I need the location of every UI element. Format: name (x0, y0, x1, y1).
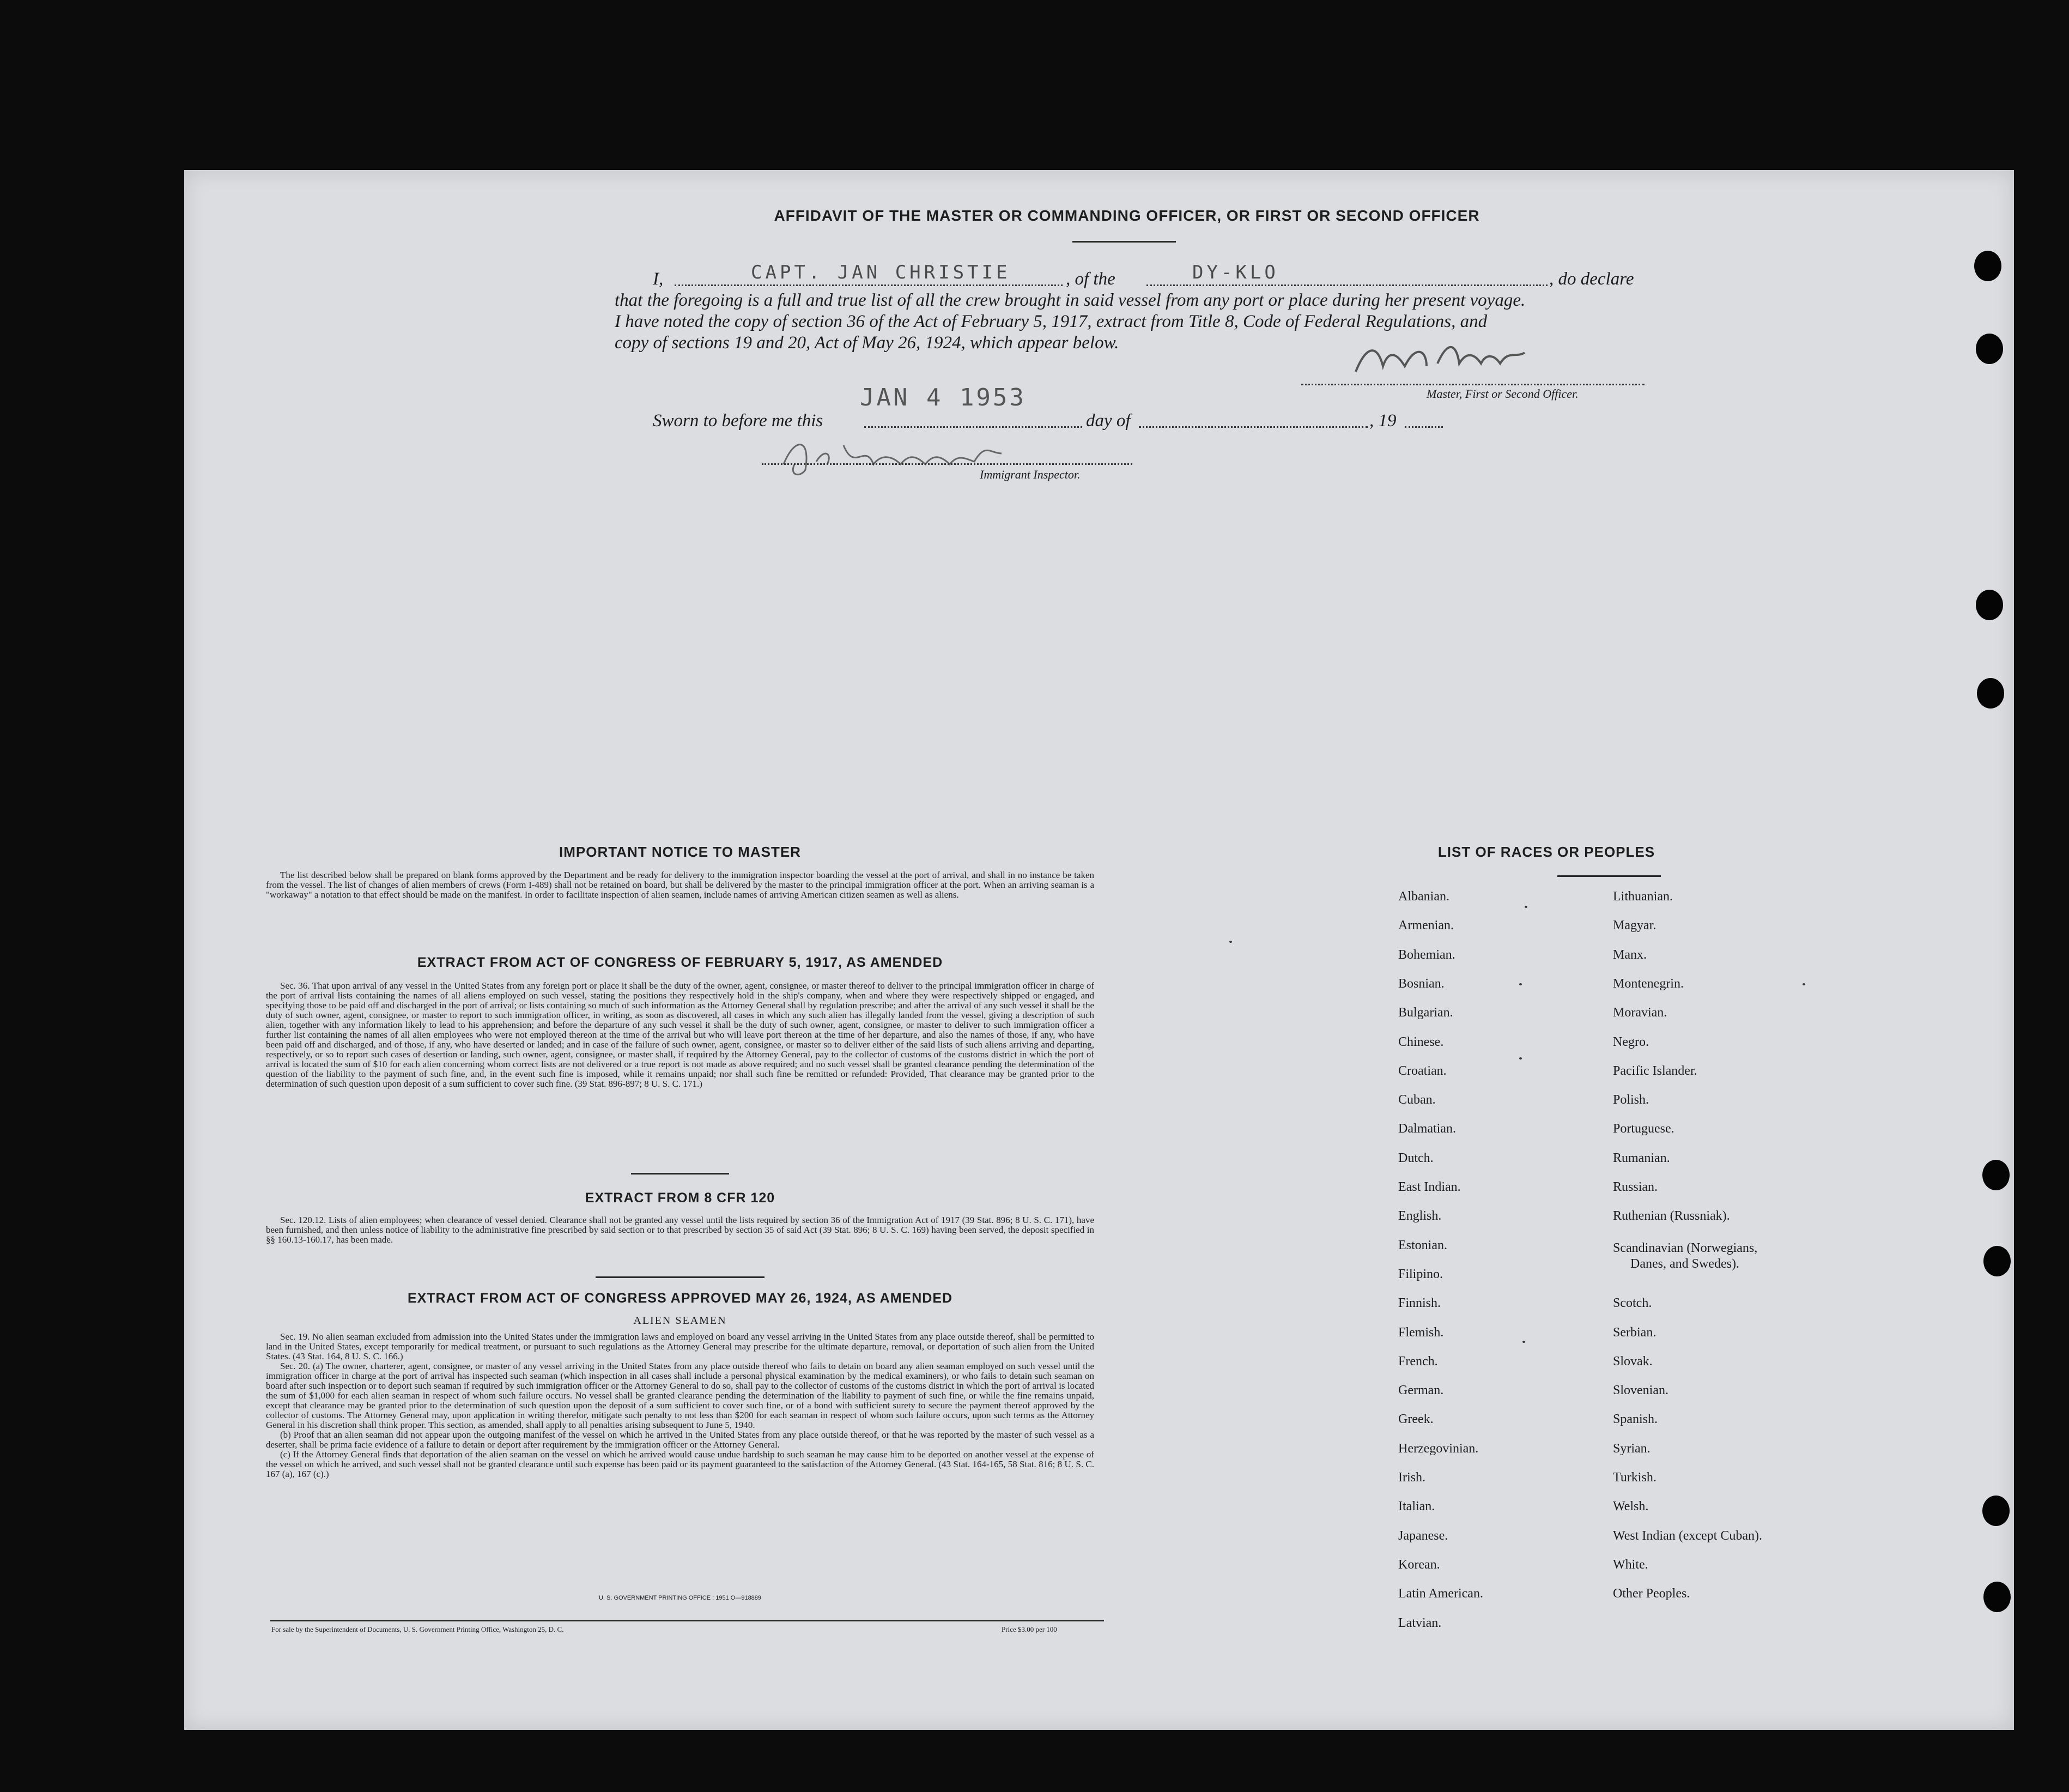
race-item: Spanish. (1613, 1412, 1658, 1427)
year-label: , 19 (1369, 411, 1397, 431)
extract-1917-text (266, 981, 1094, 1089)
divider-2 (596, 1276, 765, 1278)
race-item: Bosnian. (1398, 976, 1445, 991)
ink-speck (1522, 1341, 1525, 1343)
race-item: Polish. (1613, 1093, 1649, 1107)
race-item: Manx. (1613, 947, 1647, 962)
extract-cfr-paragraph: Sec. 120.12. Lists of alien employees; when clearance of vessel denied. Clearance shall not be granted any vessel until the lists required by section 36 of the Immigration Act of 1917 (39 Stat. 896; 8 U. S. C. 171), have been furnished, and then unless notice of liability to the administrative fine prescribed by said section or to that prescribed by section 35 of said Act (39 Stat. 896; 8 U. S. C. 169) having been served, the deposit specified in §§ 160.13-160.17, has been made. (266, 1215, 1094, 1245)
month-line (1139, 426, 1368, 428)
sworn-day-line (864, 426, 1082, 428)
race-item: Irish. (1398, 1470, 1425, 1485)
race-item: Bohemian. (1398, 947, 1455, 962)
affidavit-line-4: copy of sections 19 and 20, Act of May 26, 1924, which appear below. (615, 333, 1119, 353)
race-item: Montenegrin. (1613, 976, 1684, 991)
race-item: French. (1398, 1354, 1438, 1369)
race-item: Finnish. (1398, 1296, 1441, 1311)
race-item: Lithuanian. (1613, 889, 1673, 904)
race-item: Welsh. (1613, 1499, 1649, 1514)
affidavit-line-2: that the foregoing is a full and true list of all the crew brought in said vessel from any port or place during her present voyage. (615, 290, 1526, 310)
race-item: Italian. (1398, 1499, 1435, 1514)
binder-hole (1983, 1246, 2011, 1276)
race-item: Ruthenian (Russniak). (1613, 1209, 1730, 1224)
race-item: Scotch. (1613, 1296, 1652, 1311)
i-label: I, (653, 269, 664, 289)
day-of-label: day of (1086, 411, 1131, 431)
extract-1924-text (266, 1332, 1094, 1479)
price-notice: Price $3.00 per 100 (1002, 1625, 1057, 1633)
affidavit-title-rule (1072, 241, 1176, 243)
form-page (184, 170, 2014, 1730)
race-item: Latvian. (1398, 1615, 1442, 1630)
binder-hole (1977, 678, 2004, 709)
race-item: Dalmatian. (1398, 1122, 1456, 1136)
race-item: Herzegovinian. (1398, 1441, 1479, 1456)
race-item: Slovenian. (1613, 1383, 1668, 1398)
master-signature-caption: Master, First or Second Officer. (1427, 387, 1579, 401)
race-item: Bulgarian. (1398, 1006, 1453, 1020)
sale-notice: For sale by the Superintendent of Documents, U. S. Government Printing Office, Washington 25, D. C. (271, 1625, 564, 1633)
race-item: Armenian. (1398, 918, 1454, 933)
ink-speck (1519, 1057, 1522, 1060)
binder-hole (1982, 1160, 2010, 1190)
race-item: Slovak. (1613, 1354, 1653, 1369)
divider-1 (631, 1173, 729, 1175)
extract-cfr-title: EXTRACT FROM 8 CFR 120 (585, 1190, 775, 1206)
inspector-caption: Immigrant Inspector. (980, 468, 1081, 481)
extract-1924-subtitle: ALIEN SEAMEN (633, 1315, 727, 1327)
sec-19-paragraph: Sec. 19. No alien seaman excluded from admission into the United States under the immigration laws and employed on board any vessel arriving in the United States from any place outside thereof, shall be permitted to land in the United States, except temporarily for medical treatment, or pursuant to such regulations as the Attorney General may prescribe for the ultimate departure, removal, or deportation of such alien from the United States. (43 Stat. 164, 8 U. S. C. 166.) (266, 1331, 1094, 1361)
master-name-field[interactable]: CAPT. JAN CHRISTIE (751, 262, 1011, 283)
binder-hole (1974, 251, 2001, 281)
binder-hole (1976, 334, 2003, 364)
race-item: Moravian. (1613, 1006, 1667, 1020)
printing-office-line: U. S. GOVERNMENT PRINTING OFFICE : 1951 O—918889 (598, 1595, 762, 1601)
race-item: Portuguese. (1613, 1122, 1674, 1136)
race-item: Russian. (1613, 1180, 1658, 1194)
inspector-signature-line (762, 463, 1132, 465)
footer-rule (270, 1620, 1104, 1621)
race-item: East Indian. (1398, 1180, 1461, 1194)
race-item: Flemish. (1398, 1325, 1444, 1340)
race-item: German. (1398, 1383, 1444, 1398)
race-item: Estonian. (1398, 1238, 1447, 1252)
ink-speck (1519, 983, 1522, 985)
date-stamp: JAN 4 1953 (860, 384, 1026, 411)
master-name-line (675, 284, 1063, 286)
race-item: English. (1398, 1209, 1442, 1224)
race-item: Chinese. (1398, 1034, 1444, 1049)
ink-speck (1525, 906, 1527, 908)
race-item: Danes, and Swedes). (1630, 1257, 1739, 1272)
race-item: Turkish. (1613, 1470, 1657, 1485)
races-title: LIST OF RACES OR PEOPLES (1437, 844, 1655, 860)
binder-hole (1976, 590, 2003, 620)
race-item: Rumanian. (1613, 1151, 1670, 1165)
race-item: Korean. (1398, 1557, 1440, 1572)
extract-1917-title: EXTRACT FROM ACT OF CONGRESS OF FEBRUARY 5, 1917, AS AMENDED (417, 955, 943, 970)
race-item: White. (1613, 1557, 1648, 1572)
race-item: Greek. (1398, 1412, 1434, 1427)
do-declare-label: , do declare (1549, 269, 1634, 289)
race-item: Albanian. (1398, 889, 1449, 904)
inspector-signature (773, 432, 1012, 481)
race-item: Serbian. (1613, 1325, 1657, 1340)
race-item: Other Peoples. (1613, 1587, 1690, 1601)
sec-20b-paragraph: (b) Proof that an alien seaman did not appear upon the outgoing manifest of the vessel on which he arrived in the United States from any place outside thereof, or that he was reported by the master of such vessel as a deserter, shall be prima facie evidence of a failure to detain or deport after requirement by the immigration officer or the Attorney General. (266, 1430, 1094, 1450)
extract-1924-title: EXTRACT FROM ACT OF CONGRESS APPROVED MAY 26, 1924, AS AMENDED (407, 1291, 953, 1306)
affidavit-title: AFFIDAVIT OF THE MASTER OR COMMANDING OFFICER, OR FIRST OR SECOND OFFICER (774, 207, 1480, 224)
race-item: Pacific Islander. (1613, 1063, 1697, 1078)
sworn-label: Sworn to before me this (653, 411, 823, 431)
race-item: Croatian. (1398, 1063, 1447, 1078)
race-item: Japanese. (1398, 1528, 1448, 1543)
race-item: Magyar. (1613, 918, 1657, 933)
race-item: West Indian (except Cuban). (1613, 1528, 1762, 1543)
vessel-name-line (1146, 284, 1548, 286)
extract-cfr-text (266, 1215, 1094, 1245)
notice-paragraph: The list described below shall be prepared on blank forms approved by the Department and be ready for delivery to the immigration inspector boarding the vessel at the port of arrival, and shall in no instance be taken from the vessel. The list of changes of alien members of crews (Form I-489) shall not be retained on board, but shall be delivered by the master to the principal immigration officer at the port. When an arriving seaman is a "workaway" a notation to that effect should be made on the manifest. In order to facilitate inspection of alien seamen, include names of arriving American citizen seamen as well as aliens. (266, 870, 1094, 900)
race-item: Scandinavian (Norwegians, (1613, 1240, 1758, 1255)
sec-20c-paragraph: (c) If the Attorney General finds that deportation of the alien seaman on the vessel on which he arrived would cause undue hardship to such seaman he may cause him to be deported on another vessel at the expense of the vessel on which he arrived, and such vessel shall not be granted clearance until such expense has been paid or its payment guaranteed to the satisfaction of the Attorney General. (43 Stat. 164-165, 58 Stat. 816; 8 U. S. C. 167 (a), 167 (c).) (266, 1449, 1094, 1479)
race-item: Dutch. (1398, 1151, 1434, 1165)
extract-1917-paragraph: Sec. 36. That upon arrival of any vessel in the United States from any foreign port or place it shall be the duty of the owner, agent, consignee, or master thereof to deliver to the principal immigration officer in charge of the port of arrival lists containing the names of all aliens employed on such vessel, stating the positions they respectively hold in the ship's company, when and where they were respectively shipped or engaged, and specifying those to be paid off and discharged in the port of arrival; or lists containing so much of such information as the Attorney General shall by regulation prescribe; and after the arrival of any such vessel it shall be the duty of such owner, agent, consignee, or master to report to such immigration officer, in writing, as soon as discovered, all cases in which any such alien has illegally landed from the vessel, giving a description of such alien, together with any information likely to lead to his apprehension; and before the departure of any such vessel it shall be the duty of such owner, agent, consignee, or master to deliver to such immigration officer a further list containing the names of all alien employees who were not employed thereon at the time of the arrival but who will leave port thereon at the time of her departure, and also the names of those, if any, who have been paid off and discharged, and of those, if any, who have deserted or landed; and in case of the failure of such owner, agent, consignee, or master so to deliver either of the said lists of such aliens arriving and departing, respectively, or so to report such cases of desertion or landing, such owner, agent, consignee, or master shall, if required by the Attorney General, pay to the collector of customs of the customs district in which the port of arrival is located the sum of $10 for each alien concerning whom correct lists are not delivered or a true report is not made as above required; and no such vessel shall be granted clearance pending the determination of the question of the liability to the payment of such fine, and, in the event such fine is imposed, while it remains unpaid; nor shall such fine be remitted or refunded: Provided, That clearance may be granted prior to the determination of such question upon deposit of a sum sufficient to cover such fine. (39 Stat. 896-897; 8 U. S. C. 171.) (266, 980, 1094, 1089)
race-item: Filipino. (1398, 1267, 1443, 1281)
ink-speck (1803, 983, 1805, 985)
race-item: Negro. (1613, 1034, 1649, 1049)
notice-title: IMPORTANT NOTICE TO MASTER (559, 844, 801, 860)
vessel-name-field[interactable]: DY-KLO (1192, 262, 1279, 283)
affidavit-line-3: I have noted the copy of section 36 of the Act of February 5, 1917, extract from Title 8, Code of Federal Regulations, and (615, 312, 1488, 331)
of-the-label: , of the (1066, 269, 1115, 289)
race-item: Syrian. (1613, 1441, 1651, 1456)
race-item: Cuban. (1398, 1093, 1436, 1107)
binder-hole (1983, 1582, 2011, 1612)
race-item: Latin American. (1398, 1587, 1483, 1601)
races-title-rule (1557, 875, 1661, 877)
ink-speck (1229, 941, 1232, 943)
master-signature (1345, 334, 1530, 383)
master-signature-line (1301, 384, 1645, 385)
binder-hole (1982, 1496, 2010, 1526)
year-line (1405, 426, 1443, 428)
notice-text (266, 870, 1094, 900)
sec-20a-paragraph: Sec. 20. (a) The owner, charterer, agent, consignee, or master of any vessel arriving in the United States from any place outside thereof who fails to detain on board any alien seaman employed on such vessel until the immigration officer in charge at the port of arrival has inspected such seaman (which inspection in all cases shall include a personal physical examination by the medical examiners), or who fails to detain such seaman on board after such inspection or to deport such seaman if required by such immigration officer or the Attorney General to do so, shall pay to the collector of customs of the customs district in which the port of arrival is located the sum of $1,000 for each alien seaman in respect of whom such failure occurs. No vessel shall be granted clearance pending the determination of the liability to payment of such fine, or while the fine remains unpaid, except that clearance may be granted prior to the determination of such question upon the deposit of a sum sufficient to cover such fine, or of a bond with sufficient surety to secure the payment thereof approved by the collector of customs. The Attorney General may, upon application in writing therefor, mitigate such penalty to not less than $200 for each seaman in respect of whom such failure occurs, upon such terms as the Attorney General in his discretion shall think proper. This section, as amended, shall apply to all penalties arising subsequent to June 5, 1940. (266, 1361, 1094, 1430)
